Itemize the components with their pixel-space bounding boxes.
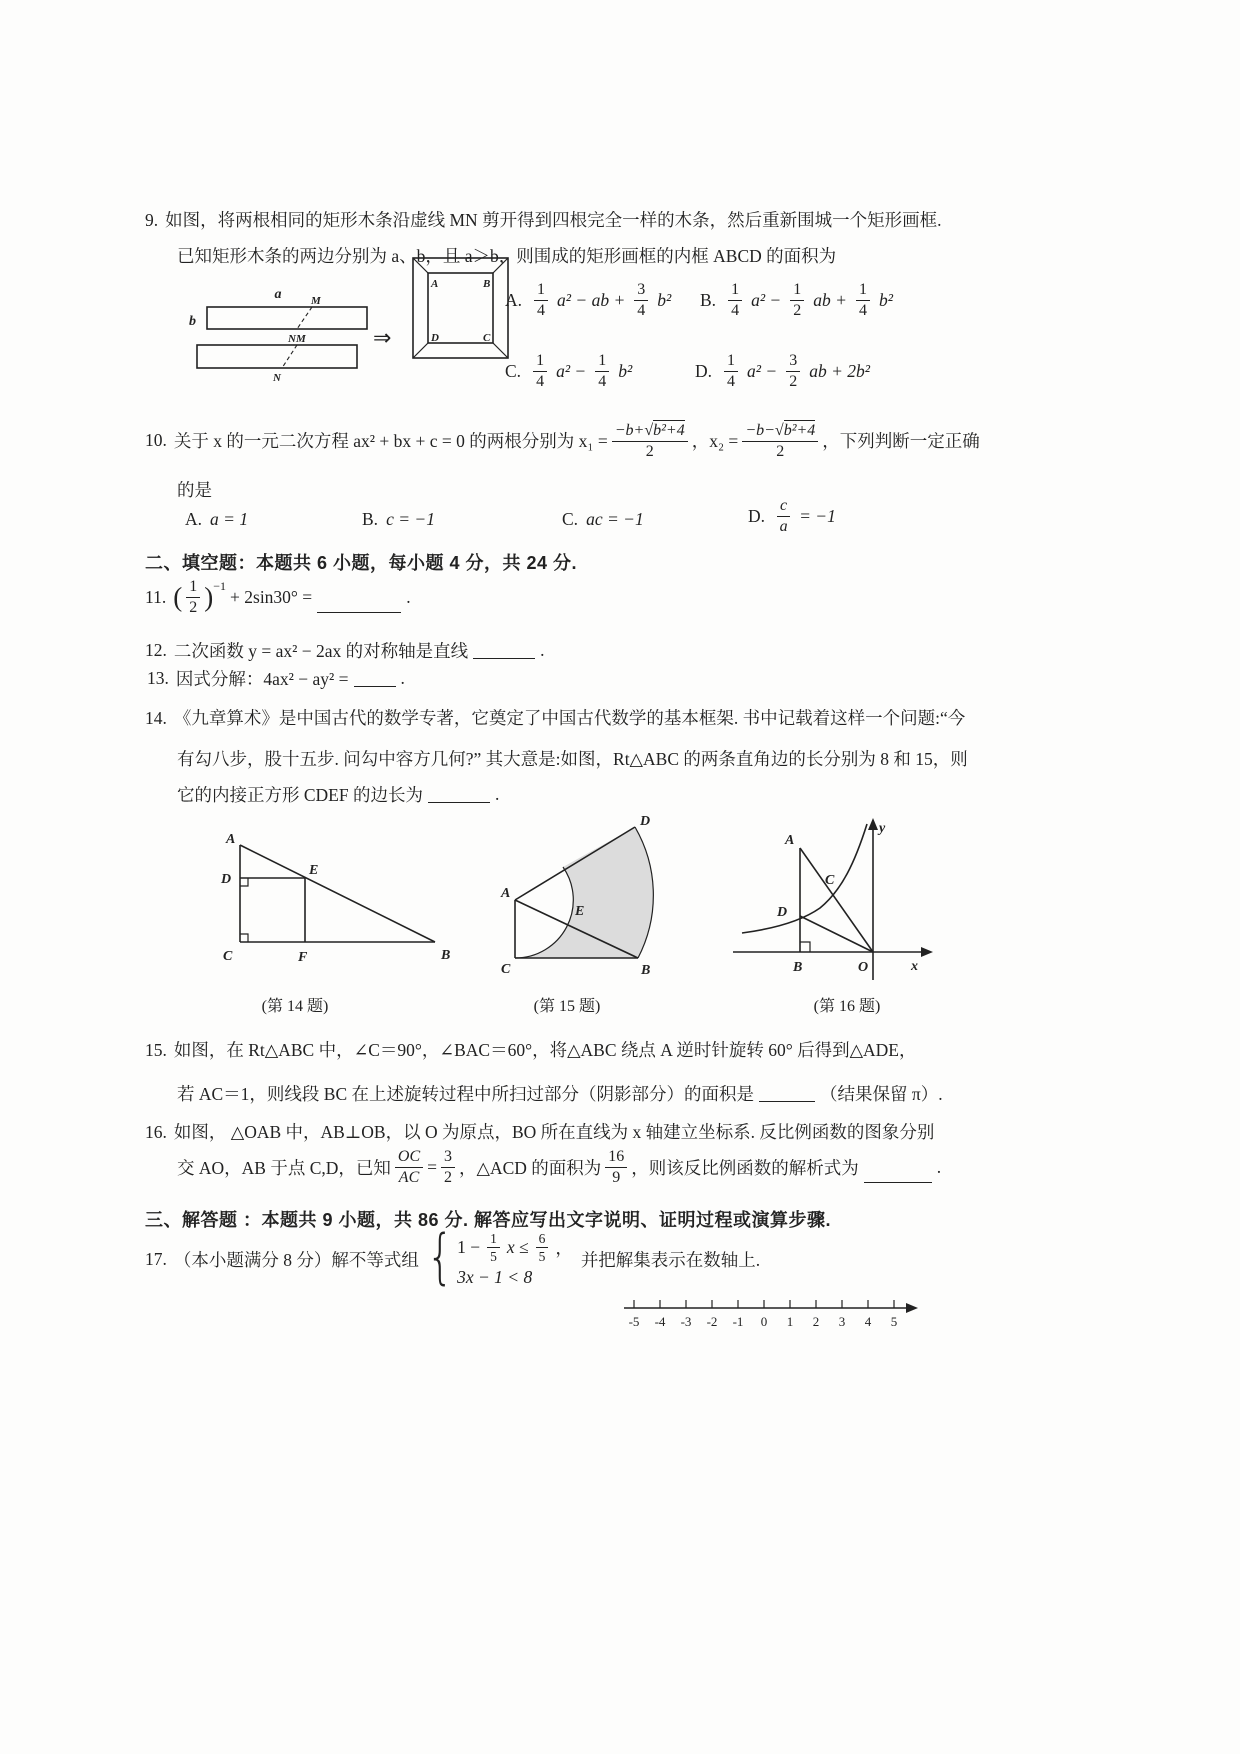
inequality-system	[457, 1231, 573, 1288]
fraction: $\frac{1}{4}$	[595, 352, 609, 391]
q14-line3: 它的内接正方形 CDEF 的边长为 .	[177, 784, 500, 805]
point-d-label: D	[221, 872, 232, 887]
q16-line2: 交 AO，AB 于点 C,D，已知 $\frac{OC}{AC}$ = $\frac{3}{2}$ ，△ACD 的面积为 $\frac{16}{9}$ ，则该反比例函数的解析式为 .	[177, 1148, 942, 1186]
option-b-expr-tail: b²	[878, 289, 893, 310]
point-c-label: C	[223, 949, 233, 964]
q10-mid-text: ，x₂ =	[691, 430, 739, 451]
fraction: $\frac{1}{4}$	[856, 281, 870, 320]
x-axis-label: x	[911, 959, 918, 974]
point-d-label: D	[777, 905, 788, 920]
option-d-label: D.	[695, 360, 713, 381]
point-a-label: A	[785, 833, 795, 848]
q10-option-c: C. ac = −1	[562, 509, 644, 529]
point-b-label: B	[441, 948, 451, 963]
frame-corner-b-label: B	[483, 278, 491, 290]
frame-corner-a-label: A	[431, 278, 439, 290]
inequality-1: 1 − $\frac{1}{5}$ x ≤ $\frac{6}{5}$ ，	[457, 1231, 573, 1265]
q9-option-d	[695, 352, 870, 391]
q9-line2-text: 已知矩形木条的两边分别为 a、b，且 a＞b，则围成的矩形画框的内框 ABCD 的面积为	[177, 246, 837, 266]
q9-frame-drawing	[413, 258, 508, 358]
option-d-expr: a² −	[747, 360, 778, 381]
six-fifths-fraction: $\frac{6}{5}$	[536, 1231, 549, 1264]
q17	[145, 1222, 761, 1293]
q10-option-a: A. a = 1	[185, 509, 249, 529]
q10-line1	[145, 420, 980, 461]
q14-line2: 有勾八步，股十五步. 问勾中容方几何?” 其大意是:如图，Rt△ABC 的两条直角边的长分别为 8 和 15，则	[177, 749, 968, 769]
q14-answer-blank	[428, 789, 490, 803]
sixteen-ninths-fraction: $\frac{16}{9}$	[605, 1148, 627, 1187]
q9-strips-drawing	[189, 287, 391, 384]
q13-text: 因式分解：4ax² − ay² =	[175, 669, 349, 689]
option-c-expr: a² −	[556, 360, 587, 381]
fraction: $\frac{1}{2}$	[790, 281, 804, 320]
q11-number: 11.	[145, 586, 167, 607]
cut-point-n1-label: N	[288, 333, 296, 345]
exponent: −1	[213, 579, 227, 593]
tick-label: -5	[628, 1314, 640, 1329]
cut-point-m2-label: M	[296, 333, 306, 345]
fraction: $\frac{3}{2}$	[786, 352, 800, 391]
q15-answer-blank	[759, 1088, 815, 1102]
q10-pre-text: 关于 x 的一元二次方程 ax² + bx + c = 0 的两根分别为 x₁ =	[173, 430, 608, 451]
fraction: $\frac{1}{4}$	[533, 352, 547, 391]
q15-line1: 15. 如图，在 Rt△ABC 中，∠C＝90°，∠BAC＝60°，将△ABC 绕点 A 逆时针旋转 60° 后得到△ADE，	[145, 1040, 917, 1060]
q17-pre-text: （本小题满分 8 分）解不等式组	[173, 1250, 419, 1271]
q14-number: 14.	[145, 708, 167, 728]
q16-number: 16.	[145, 1122, 167, 1142]
point-b-label: B	[793, 960, 803, 975]
q17-post-text: 并把解集表示在数轴上.	[580, 1250, 761, 1271]
point-d-label: D	[640, 814, 651, 829]
fraction: $\frac{1}{4}$	[728, 281, 742, 320]
q12-number: 12.	[145, 640, 167, 660]
strip-side-b-label: b	[189, 314, 196, 329]
q12-answer-blank	[473, 645, 535, 659]
option-b-expr2: ab +	[813, 289, 847, 310]
option-a-expr: a² − ab +	[557, 289, 626, 310]
q9-number: 9.	[145, 210, 159, 230]
tick-label: 3	[838, 1314, 846, 1329]
tick-label: -2	[706, 1314, 718, 1329]
frame-corner-c-label: C	[483, 332, 491, 344]
fraction: $\frac{3}{4}$	[634, 281, 648, 320]
q9-line1	[145, 207, 941, 232]
c-over-a-fraction: $\frac{c}{a}$	[777, 497, 790, 536]
q10-option-d: D. $\frac{c}{a}$ = −1	[748, 497, 836, 535]
q13-answer-blank	[354, 673, 396, 687]
q12: 12. 二次函数 y = ax² − 2ax 的对称轴是直线 .	[145, 640, 545, 661]
figure-q16-hyperbola-axes	[725, 818, 937, 988]
point-b-label: B	[641, 963, 651, 978]
figure-15-caption: (第 15 题)	[533, 998, 601, 1015]
tick-label: -4	[654, 1314, 666, 1329]
q11: 11. ( $\frac{1}{2}$ ) −1 + 2sin30° = .	[145, 578, 411, 616]
strip-side-a-label: a	[274, 287, 282, 302]
figure-q14-triangle-inscribed-square	[195, 830, 460, 968]
tick-label: 0	[760, 1314, 768, 1329]
q10-number: 10.	[145, 429, 167, 450]
q13: 13. 因式分解：4ax² − ay² = .	[147, 668, 405, 689]
tick-label: 2	[812, 1314, 820, 1329]
q13-number: 13.	[147, 668, 169, 688]
q15-line2: 若 AC＝1，则线段 BC 在上述旋转过程中所扫过部分（阴影部分）的面积是 （结果保留 π）.	[177, 1084, 943, 1104]
oc-over-ac-fraction: $\frac{OC}{AC}$	[395, 1148, 423, 1187]
one-half-fraction: $\frac{1}{2}$	[186, 578, 200, 617]
cut-point-n2-label: N	[273, 372, 281, 384]
tick-label: 4	[864, 1314, 872, 1329]
q10-post2-text: 的是	[177, 480, 212, 500]
q9-figure-wood-strips-frame	[185, 252, 517, 384]
option-b-expr: a² −	[751, 289, 782, 310]
number-line-drawing	[624, 1300, 918, 1329]
q9-line1-text: 如图，将两根相同的矩形木条沿虚线 MN 剪开得到四根完全一样的木条，然后重新围城一个矩形画框.	[165, 210, 942, 230]
tick-label: -3	[680, 1314, 692, 1329]
close-paren: )	[204, 581, 214, 612]
q10-line2	[177, 477, 212, 502]
q11-expr: + 2sin30° =	[230, 586, 313, 607]
section3-header: 三、解答题 ：本题共 9 小题，共 86 分. 解答应写出文字说明、证明过程或演算步骤.	[145, 1210, 832, 1230]
q17-number: 17.	[145, 1249, 167, 1270]
point-c-label: C	[501, 962, 511, 977]
q15-number: 15.	[145, 1040, 167, 1060]
origin-o-label: O	[858, 960, 869, 975]
transform-arrow-icon: ⇒	[373, 325, 392, 350]
cut-point-m1-label: M	[311, 295, 321, 307]
point-a-label: A	[226, 832, 236, 847]
figure-16-caption: (第 16 题)	[813, 998, 881, 1015]
figure-14-caption: (第 14 题)	[261, 998, 329, 1015]
q16-line1: 16. 如图， △OAB 中，AB⊥OB，以 O 为原点，BO 所在直线为 x 轴建立坐标系. 反比例函数的图象分别	[145, 1122, 935, 1142]
q17-number-line	[620, 1290, 922, 1334]
y-axis-label: y	[879, 821, 886, 836]
tick-label: 5	[890, 1314, 898, 1329]
figure-q15-rotation-sector	[495, 815, 685, 977]
system-brace: {	[426, 1222, 454, 1293]
q15-drawing	[500, 814, 653, 978]
option-c-expr-tail: b²	[618, 360, 633, 381]
q9-option-a	[505, 281, 671, 320]
tick-label: -1	[732, 1314, 744, 1329]
one-fifth-fraction: $\frac{1}{5}$	[487, 1231, 500, 1264]
option-a-label: A.	[505, 289, 523, 310]
point-e-label: E	[309, 863, 319, 878]
root-x2-fraction: −b−√ b²+4 2	[742, 420, 818, 461]
tick-label: 1	[786, 1314, 794, 1329]
fraction: $\frac{1}{4}$	[724, 352, 738, 391]
q12-text: 二次函数 y = ax² − 2ax 的对称轴是直线	[173, 641, 469, 661]
q9-option-c	[505, 352, 632, 391]
point-c-label: C	[825, 873, 835, 888]
three-halves-fraction: $\frac{3}{2}$	[441, 1148, 455, 1187]
q14-line1: 14. 《九章算术》是中国古代的数学专著，它奠定了中国古代数学的基本框架. 书中记载着这样一个问题:“今	[145, 708, 966, 728]
q14-drawing	[220, 832, 450, 965]
inequality-2: 3x − 1 < 8	[457, 1267, 533, 1288]
option-d-expr-tail: ab + 2b²	[809, 360, 871, 381]
q16-drawing	[733, 818, 933, 980]
point-a-label: A	[501, 886, 511, 901]
point-e-label: E	[575, 904, 585, 919]
option-c-label: C.	[505, 360, 522, 381]
option-b-label: B.	[700, 289, 717, 310]
point-f-label: F	[298, 950, 308, 965]
open-paren: (	[173, 581, 183, 612]
option-a-expr-tail: b²	[657, 289, 672, 310]
root-x1-fraction: −b+√ b²+4 2	[612, 420, 688, 461]
q16-answer-blank	[864, 1169, 932, 1183]
q10-post-text: ，下列判断一定正确	[822, 430, 980, 451]
fraction: $\frac{1}{4}$	[534, 281, 548, 320]
q10-option-b: B. c = −1	[362, 509, 435, 529]
q9-option-b	[700, 281, 893, 320]
q11-answer-blank	[317, 599, 401, 613]
section2-header: 二、填空题：本题共 6 小题，每小题 4 分，共 24 分.	[145, 553, 578, 573]
frame-corner-d-label: D	[431, 332, 439, 344]
